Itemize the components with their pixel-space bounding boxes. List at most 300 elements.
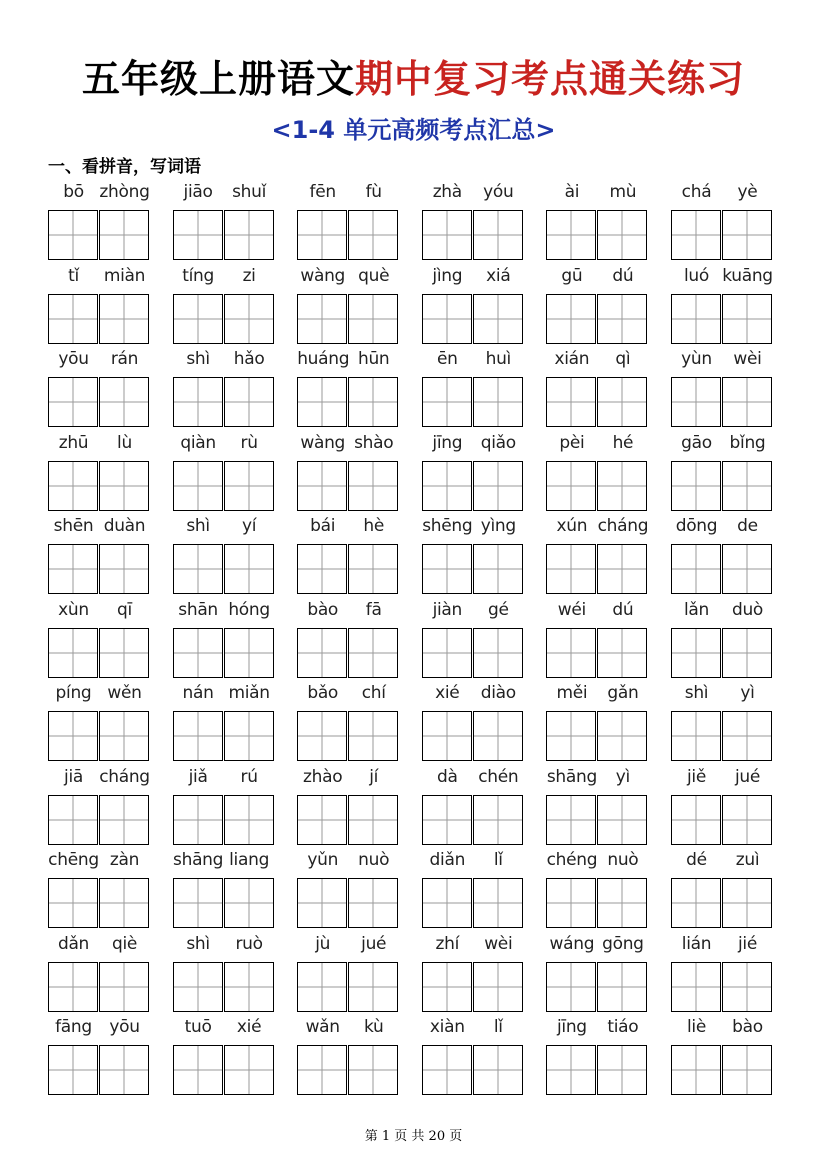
writing-box[interactable] [48, 878, 98, 928]
writing-box[interactable] [597, 377, 647, 427]
pinyin-label: bào [732, 1017, 763, 1037]
writing-box[interactable] [348, 1045, 398, 1095]
writing-box[interactable] [48, 210, 98, 260]
pinyin-label: ài [564, 182, 580, 202]
writing-box[interactable] [722, 461, 772, 511]
pinyin-label: wáng [549, 933, 595, 954]
writing-box[interactable] [48, 711, 98, 761]
pinyin-label: jiàn [432, 599, 463, 620]
pinyin-label: dà [436, 766, 458, 787]
word-item [173, 932, 275, 1016]
writing-box[interactable] [422, 962, 472, 1012]
writing-box[interactable] [422, 294, 472, 344]
writing-box[interactable] [224, 962, 274, 1012]
writing-box[interactable] [99, 628, 149, 678]
word-item [173, 431, 275, 515]
pinyin-label: gū [561, 265, 583, 286]
word-item [297, 514, 399, 598]
pinyin-label: pèi [559, 432, 585, 453]
writing-box[interactable] [546, 461, 596, 511]
pinyin-label: xiàn [429, 1017, 465, 1037]
writing-box[interactable] [99, 461, 149, 511]
writing-box[interactable] [546, 1045, 596, 1095]
word-item [297, 264, 399, 348]
word-item [671, 598, 773, 682]
pinyin-label: qì [615, 349, 631, 369]
pinyin-label: shì [186, 516, 210, 536]
pinyin-label: gōng [602, 933, 644, 954]
word-item [546, 932, 648, 1016]
word-item [671, 765, 773, 849]
word-item [546, 848, 648, 932]
writing-box[interactable] [348, 878, 398, 928]
pinyin-label: qī [117, 599, 132, 620]
writing-box[interactable] [173, 294, 223, 344]
writing-box[interactable] [671, 795, 721, 845]
word-item [48, 1015, 150, 1099]
word-item [297, 932, 399, 1016]
pinyin-label: zuì [735, 850, 760, 870]
writing-box[interactable] [473, 544, 523, 594]
writing-box[interactable] [722, 294, 772, 344]
pinyin-label: hǎo [233, 349, 265, 369]
pinyin-label: hóng [228, 599, 270, 620]
writing-box[interactable] [473, 795, 523, 845]
writing-box[interactable] [597, 1045, 647, 1095]
pinyin-label: jué [361, 933, 387, 954]
writing-box[interactable] [173, 628, 223, 678]
writing-box[interactable] [546, 878, 596, 928]
writing-box[interactable] [546, 711, 596, 761]
pinyin-label: zhòng [99, 182, 150, 202]
writing-box[interactable] [99, 1045, 149, 1095]
pinyin-label: dú [612, 599, 634, 620]
word-item [173, 681, 275, 765]
writing-box[interactable] [297, 1045, 347, 1095]
writing-box[interactable] [473, 1045, 523, 1095]
writing-box[interactable] [422, 377, 472, 427]
writing-box[interactable] [597, 878, 647, 928]
pinyin-label: xiá [486, 265, 511, 286]
writing-box[interactable] [671, 210, 721, 260]
writing-box[interactable] [422, 711, 472, 761]
writing-box[interactable] [546, 294, 596, 344]
word-item [671, 681, 773, 765]
writing-box[interactable] [422, 628, 472, 678]
word-item [422, 681, 524, 765]
word-item [422, 848, 524, 932]
pinyin-label: xié [236, 1017, 262, 1037]
writing-box[interactable] [297, 795, 347, 845]
writing-box[interactable] [722, 210, 772, 260]
pinyin-label: wèi [484, 933, 513, 954]
word-item [546, 1015, 648, 1099]
writing-box[interactable] [348, 210, 398, 260]
writing-box[interactable] [48, 1045, 98, 1095]
pinyin-label: qiàn [180, 432, 216, 453]
writing-box[interactable] [297, 461, 347, 511]
pinyin-label: chēng [48, 850, 99, 870]
pinyin-label: shào [354, 432, 394, 453]
writing-box[interactable] [48, 544, 98, 594]
writing-box[interactable] [473, 962, 523, 1012]
writing-box[interactable] [473, 878, 523, 928]
pinyin-label: bǎo [307, 683, 339, 703]
pinyin-label: qiǎo [480, 432, 516, 453]
pinyin-label: jiě [686, 766, 706, 787]
pinyin-label: jiāo [183, 182, 213, 202]
pinyin-label: yìng [480, 516, 516, 536]
pinyin-label: chén [478, 766, 519, 787]
pinyin-label: cháng [597, 516, 649, 536]
writing-box[interactable] [473, 461, 523, 511]
pinyin-label: jié [737, 933, 757, 954]
writing-box[interactable] [297, 711, 347, 761]
writing-box[interactable] [722, 795, 772, 845]
pinyin-label: miàn [103, 265, 146, 286]
writing-box[interactable] [348, 544, 398, 594]
word-item [173, 180, 275, 264]
writing-box[interactable] [546, 210, 596, 260]
pinyin-label: chéng [546, 850, 598, 870]
pinyin-label: dǎn [57, 933, 90, 954]
pinyin-label: jué [734, 766, 761, 787]
word-item [173, 848, 275, 932]
writing-box[interactable] [173, 878, 223, 928]
writing-box[interactable] [546, 377, 596, 427]
pinyin-label: rù [240, 432, 258, 453]
pinyin-label: yùn [681, 349, 712, 369]
writing-box[interactable] [422, 544, 472, 594]
pinyin-label: wěn [107, 683, 142, 703]
writing-box[interactable] [722, 377, 772, 427]
pinyin-label: zhū [58, 432, 89, 453]
word-item [297, 765, 399, 849]
pinyin-label: gǎn [607, 683, 639, 703]
writing-box[interactable] [224, 210, 274, 260]
writing-box[interactable] [671, 962, 721, 1012]
pinyin-label: zhí [435, 933, 460, 954]
pinyin-label: bào [307, 599, 339, 620]
writing-box[interactable] [48, 461, 98, 511]
writing-box[interactable] [597, 962, 647, 1012]
writing-box[interactable] [422, 1045, 472, 1095]
writing-box[interactable] [422, 878, 472, 928]
writing-box[interactable] [99, 544, 149, 594]
word-item [173, 765, 275, 849]
pinyin-label: lǎn [683, 599, 709, 620]
pinyin-label: yí [242, 516, 257, 536]
pinyin-label: xián [554, 349, 590, 369]
pinyin-label: duò [731, 599, 764, 620]
pinyin-label: diǎn [429, 850, 466, 870]
writing-box[interactable] [597, 795, 647, 845]
writing-box[interactable] [99, 711, 149, 761]
writing-box[interactable] [173, 210, 223, 260]
writing-box[interactable] [173, 795, 223, 845]
writing-box[interactable] [546, 628, 596, 678]
word-item [671, 347, 773, 431]
writing-box[interactable] [671, 377, 721, 427]
writing-box[interactable] [671, 544, 721, 594]
writing-box[interactable] [297, 377, 347, 427]
pinyin-label: xún [556, 516, 588, 536]
word-item [546, 180, 648, 264]
pinyin-label: shēng [422, 516, 473, 536]
writing-box[interactable] [297, 294, 347, 344]
title-black: 五年级上册语文 [81, 57, 355, 101]
word-item [297, 180, 399, 264]
pinyin-label: de [737, 516, 758, 536]
word-item [671, 431, 773, 515]
pinyin-label: xùn [58, 599, 89, 620]
pinyin-label: wéi [557, 599, 586, 620]
word-item [173, 264, 275, 348]
pinyin-label: zi [242, 265, 256, 286]
writing-box[interactable] [48, 377, 98, 427]
writing-box[interactable] [671, 294, 721, 344]
word-item [422, 347, 524, 431]
pinyin-label: jiǎ [188, 766, 208, 787]
writing-box[interactable] [722, 878, 772, 928]
writing-box[interactable] [348, 795, 398, 845]
writing-box[interactable] [722, 628, 772, 678]
pinyin-label: měi [556, 683, 588, 703]
pinyin-label: nuò [607, 850, 639, 870]
pinyin-label: kù [363, 1017, 384, 1037]
word-item [546, 264, 648, 348]
writing-box[interactable] [722, 711, 772, 761]
word-item [297, 431, 399, 515]
writing-box[interactable] [224, 628, 274, 678]
pinyin-label: xié [435, 683, 460, 703]
writing-box[interactable] [48, 628, 98, 678]
writing-box[interactable] [722, 962, 772, 1012]
word-item [173, 347, 275, 431]
writing-box[interactable] [671, 461, 721, 511]
pinyin-label: nán [182, 683, 214, 703]
writing-box[interactable] [722, 544, 772, 594]
pinyin-label: zàn [109, 850, 140, 870]
pinyin-label: yǔn [307, 850, 339, 870]
word-item [48, 264, 150, 348]
writing-box[interactable] [348, 628, 398, 678]
word-item [422, 932, 524, 1016]
word-item [671, 264, 773, 348]
word-item [546, 681, 648, 765]
word-item [173, 514, 275, 598]
pinyin-label: dōng [675, 516, 718, 536]
writing-box[interactable] [473, 628, 523, 678]
writing-box[interactable] [546, 962, 596, 1012]
writing-box[interactable] [173, 461, 223, 511]
writing-box[interactable] [297, 210, 347, 260]
pinyin-label: bái [310, 516, 336, 536]
word-item [48, 431, 150, 515]
word-item [48, 347, 150, 431]
writing-box[interactable] [297, 628, 347, 678]
word-item [48, 932, 150, 1016]
writing-box[interactable] [422, 210, 472, 260]
writing-box[interactable] [99, 795, 149, 845]
writing-box[interactable] [473, 711, 523, 761]
writing-box[interactable] [671, 628, 721, 678]
pinyin-label: zhà [432, 182, 462, 202]
writing-box[interactable] [99, 377, 149, 427]
writing-box[interactable] [99, 962, 149, 1012]
pinyin-label: píng [55, 683, 92, 703]
writing-box[interactable] [173, 544, 223, 594]
pinyin-label: mù [609, 182, 637, 202]
word-item [546, 431, 648, 515]
pinyin-label: lù [117, 432, 132, 453]
pinyin-label: yóu [483, 182, 514, 202]
page-footer: 第 1 页 共 20 页 [364, 1129, 463, 1144]
pinyin-label: nuò [358, 850, 390, 870]
writing-box[interactable] [546, 795, 596, 845]
pinyin-label: wàng [300, 432, 346, 453]
writing-box[interactable] [348, 294, 398, 344]
word-item [546, 514, 648, 598]
pinyin-label: ēn [436, 349, 458, 369]
pinyin-label: liè [686, 1017, 706, 1037]
writing-box[interactable] [597, 544, 647, 594]
writing-box[interactable] [173, 377, 223, 427]
pinyin-label: lǐ [493, 850, 503, 870]
section-title: 一、看拼音，写词语 [48, 157, 201, 177]
word-item [546, 765, 648, 849]
word-item [48, 180, 150, 264]
pinyin-label: wèi [733, 349, 762, 369]
writing-box[interactable] [546, 544, 596, 594]
word-item [48, 514, 150, 598]
writing-box[interactable] [671, 878, 721, 928]
pinyin-label: jìng [432, 265, 463, 286]
word-item [48, 598, 150, 682]
pinyin-label: jīng [432, 432, 463, 453]
pinyin-label: tiáo [607, 1017, 639, 1037]
writing-box[interactable] [473, 377, 523, 427]
writing-box[interactable] [297, 544, 347, 594]
pinyin-label: bǐng [729, 432, 766, 453]
writing-box[interactable] [722, 1045, 772, 1095]
word-item [297, 598, 399, 682]
pinyin-label: jí [369, 766, 379, 787]
word-item [671, 1015, 773, 1099]
pinyin-label: hè [363, 516, 384, 536]
writing-box[interactable] [224, 711, 274, 761]
pinyin-label: bō [63, 182, 84, 202]
pinyin-label: diào [480, 683, 516, 703]
pinyin-label: chá [681, 182, 712, 202]
writing-box[interactable] [422, 461, 472, 511]
pinyin-label: dé [686, 850, 707, 870]
writing-box[interactable] [671, 1045, 721, 1095]
pinyin-label: fāng [55, 1017, 92, 1037]
word-item [422, 431, 524, 515]
pinyin-label: yè [737, 182, 758, 202]
pinyin-label: lǐ [493, 1017, 503, 1037]
pinyin-label: yōu [58, 349, 89, 369]
word-item [297, 681, 399, 765]
pinyin-label: rán [110, 349, 139, 369]
pinyin-label: wǎn [305, 1017, 340, 1037]
writing-box[interactable] [99, 294, 149, 344]
pinyin-label: què [358, 265, 390, 286]
writing-box[interactable] [597, 711, 647, 761]
pinyin-label: lián [681, 933, 712, 954]
word-item [422, 514, 524, 598]
writing-box[interactable] [597, 461, 647, 511]
writing-box[interactable] [224, 377, 274, 427]
word-item [297, 347, 399, 431]
writing-box[interactable] [348, 962, 398, 1012]
pinyin-label: shì [684, 683, 709, 703]
writing-box[interactable] [173, 711, 223, 761]
pinyin-label: wàng [300, 265, 346, 286]
writing-box[interactable] [297, 962, 347, 1012]
pinyin-label: huì [485, 349, 511, 369]
writing-box[interactable] [473, 210, 523, 260]
pinyin-label: jù [315, 933, 331, 954]
writing-box[interactable] [48, 795, 98, 845]
word-item [48, 848, 150, 932]
word-item [48, 681, 150, 765]
title-red: 期中复习考点通关练习 [355, 57, 746, 101]
writing-box[interactable] [224, 461, 274, 511]
pinyin-label: shāng [173, 850, 224, 870]
pinyin-label: gāo [681, 432, 712, 453]
writing-box[interactable] [671, 711, 721, 761]
word-item [297, 848, 399, 932]
writing-box[interactable] [422, 795, 472, 845]
writing-box[interactable] [48, 962, 98, 1012]
writing-box[interactable] [224, 795, 274, 845]
pinyin-label: yōu [109, 1017, 140, 1037]
writing-box[interactable] [348, 711, 398, 761]
writing-box[interactable] [48, 294, 98, 344]
pinyin-label: miǎn [228, 683, 270, 703]
writing-box[interactable] [173, 962, 223, 1012]
pinyin-label: chí [361, 683, 386, 703]
writing-box[interactable] [224, 878, 274, 928]
writing-box[interactable] [597, 628, 647, 678]
writing-box[interactable] [99, 210, 149, 260]
pinyin-label: duàn [103, 516, 146, 536]
writing-box[interactable] [473, 294, 523, 344]
writing-box[interactable] [348, 461, 398, 511]
writing-box[interactable] [224, 1045, 274, 1095]
pinyin-label: tíng [182, 265, 214, 286]
writing-box[interactable] [224, 294, 274, 344]
pinyin-label: hūn [357, 349, 390, 369]
pinyin-label: fù [365, 182, 382, 202]
writing-box[interactable] [597, 210, 647, 260]
writing-box[interactable] [173, 1045, 223, 1095]
pinyin-label: tǐ [68, 265, 79, 286]
pinyin-label: hé [612, 432, 634, 453]
writing-box[interactable] [348, 377, 398, 427]
pinyin-label: jiā [64, 766, 83, 787]
word-item [671, 180, 773, 264]
writing-box[interactable] [224, 544, 274, 594]
writing-box[interactable] [297, 878, 347, 928]
writing-box[interactable] [597, 294, 647, 344]
pinyin-label: shēn [53, 516, 94, 536]
writing-box[interactable] [99, 878, 149, 928]
word-item [173, 1015, 275, 1099]
pinyin-label: ruò [235, 933, 263, 954]
